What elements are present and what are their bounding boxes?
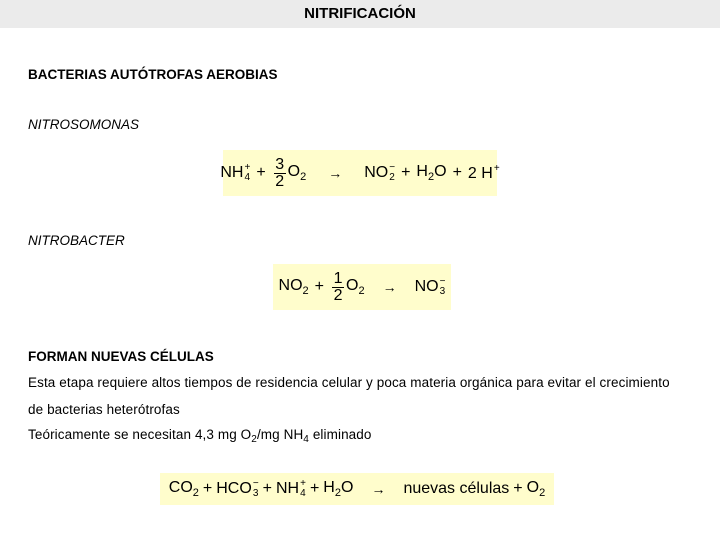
eq2-arrow: → <box>382 279 397 295</box>
eq1-plus: + <box>256 164 266 181</box>
paragraph-line-2: de bacterias heterótrofas <box>28 402 180 417</box>
eq3-plus: + <box>309 480 320 497</box>
eq3-h2o: $H_2O$ <box>323 479 354 499</box>
eq2-fraction: $\frac{1}{2}$ <box>333 269 343 304</box>
paragraph-line-1: Esta etapa requiere altos tiempos de residencia celular y poca materia orgánica para evitar el crecimiento <box>28 375 670 390</box>
eq2-no3: NO − 3 <box>414 276 446 297</box>
new-cells-heading: FORMAN NUEVAS CÉLULAS <box>28 349 214 364</box>
eq3-plus: + <box>262 480 272 497</box>
eq1-h2o: $H_2O$ <box>416 163 447 183</box>
eq3-co2: $CO_2$ <box>168 479 199 499</box>
eq3-arrow: → <box>371 481 386 497</box>
eq1-arrow: → <box>328 165 343 181</box>
eq1-plus: + <box>401 164 411 181</box>
eq3-o2: $O_2$ <box>526 479 546 499</box>
page-title: NITRIFICACIÓN <box>304 5 416 22</box>
eq1-2h: 2 H+ <box>467 163 500 182</box>
eq3-new-cells: nuevas células <box>403 480 510 497</box>
eq3-hco3: HCO − 3 <box>216 478 259 499</box>
eq3-nh4: NH + 4 <box>276 478 306 499</box>
nitrosomonas-equation <box>220 150 500 196</box>
eq1-nh: NH + 4 <box>220 162 251 183</box>
paragraph-line-3: Teóricamente se necesitan 4,3 mg $O_2/mg$ $NH_4$ eliminado <box>28 427 372 445</box>
nitrosomonas-label: NITROSOMONAS <box>28 117 140 132</box>
nitrobacter-equation <box>273 264 451 310</box>
title-bar <box>0 0 720 28</box>
eq2-plus: + <box>314 278 325 295</box>
eq1-fraction: $\frac{3}{2}$ <box>275 155 285 190</box>
eq1-no2: NO − 2 <box>364 162 396 183</box>
eq2-o2: $O_2$ <box>346 277 365 297</box>
eq3-plus: + <box>202 480 213 497</box>
eq1-plus: + <box>452 164 462 181</box>
eq3-plus: + <box>513 480 523 497</box>
new-cells-equation <box>160 473 554 505</box>
eq2-no2: $NO_2$ <box>278 277 309 297</box>
bacteria-heading: BACTERIAS AUTÓTROFAS AEROBIAS <box>28 67 278 82</box>
nitrobacter-label: NITROBACTER <box>28 233 125 248</box>
eq1-o2: $O_2$ <box>287 163 307 183</box>
